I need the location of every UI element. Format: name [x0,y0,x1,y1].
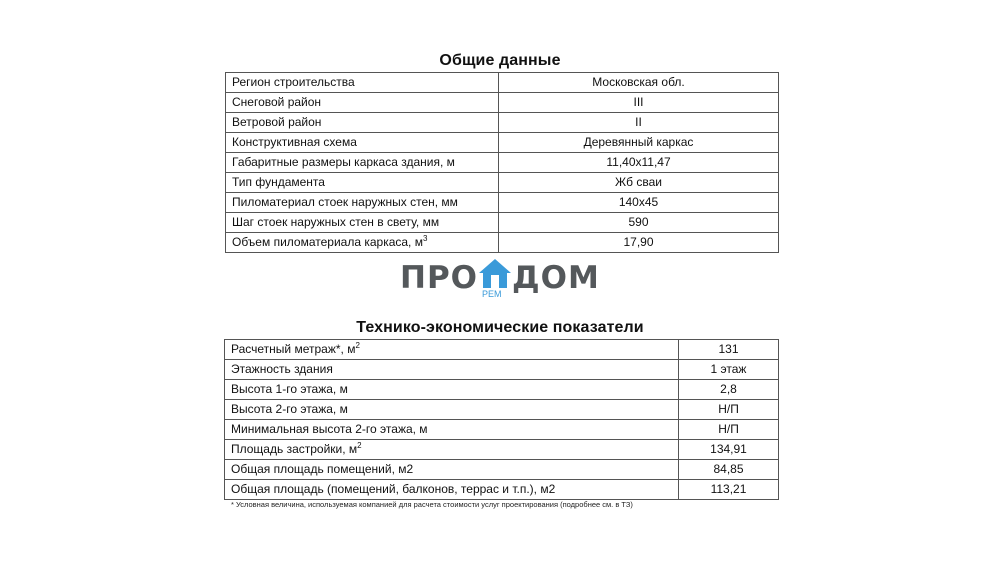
house-icon [478,258,512,290]
table-row [225,440,779,460]
tech-indicators-table [224,339,779,500]
row-value: Московская обл. [499,73,779,93]
row-label: Конструктивная схема [226,133,499,153]
table-row [226,213,779,233]
logo-word-dom: ДОМ [512,260,600,296]
row-label: Габаритные размеры каркаса здания, м [226,153,499,173]
row-label: Высота 1-го этажа, м [225,380,679,400]
row-value: 84,85 [679,460,779,480]
row-value: 113,21 [679,480,779,500]
table-row [226,173,779,193]
row-label: Снеговой район [226,93,499,113]
row-value: Н/П [679,420,779,440]
row-label: Пиломатериал стоек наружных стен, мм [226,193,499,213]
row-value: III [499,93,779,113]
superscript: 3 [422,234,428,243]
table-row [226,233,779,253]
row-value: 134,91 [679,440,779,460]
table-row [226,193,779,213]
logo-sub: РЕМ [482,289,502,299]
row-label: Общая площадь (помещений, балконов, террас и т.п.), м2 [225,480,679,500]
logo-word-pro: ПРО [400,260,479,296]
row-value: Жб сваи [499,173,779,193]
company-logo [400,258,600,302]
table-row [226,133,779,153]
superscript: 2 [355,341,360,350]
general-data-title: Общие данные [439,52,561,69]
row-value: 2,8 [679,380,779,400]
table-row [226,93,779,113]
table-row [225,480,779,500]
footnote: * Условная величина, используемая компанией для расчета стоимости услуг проектирования (подробнее см. в ТЗ) [231,500,633,509]
row-value: 590 [499,213,779,233]
table-row [226,113,779,133]
table-row [226,153,779,173]
row-value: II [499,113,779,133]
table-row [225,380,779,400]
table-row [225,340,779,360]
row-value: 11,40х11,47 [499,153,779,173]
row-label: Минимальная высота 2-го этажа, м [225,420,679,440]
row-value: Н/П [679,400,779,420]
tech-indicators-title: Технико-экономические показатели [356,319,644,336]
table-row [225,360,779,380]
row-label: Общая площадь помещений, м2 [225,460,679,480]
row-label: Регион строительства [226,73,499,93]
general-data-table [225,72,779,253]
row-label: Высота 2-го этажа, м [225,400,679,420]
row-value: Деревянный каркас [499,133,779,153]
superscript: 2 [357,441,362,450]
row-label: Ветровой район [226,113,499,133]
row-value: 1 этаж [679,360,779,380]
row-label: Тип фундамента [226,173,499,193]
row-value: 140х45 [499,193,779,213]
row-value: 17,90 [499,233,779,253]
row-label: Шаг стоек наружных стен в свету, мм [226,213,499,233]
table-row [226,73,779,93]
table-row [225,420,779,440]
row-label: Площадь застройки, $м^2$ [225,440,679,460]
row-label: Этажность здания [225,360,679,380]
row-label: Объем пиломатериала каркаса, $м^3$ [226,233,499,253]
table-row [225,460,779,480]
table-row [225,400,779,420]
row-value: 131 [679,340,779,360]
row-label: Расчетный метраж*, $м^2$ [225,340,679,360]
